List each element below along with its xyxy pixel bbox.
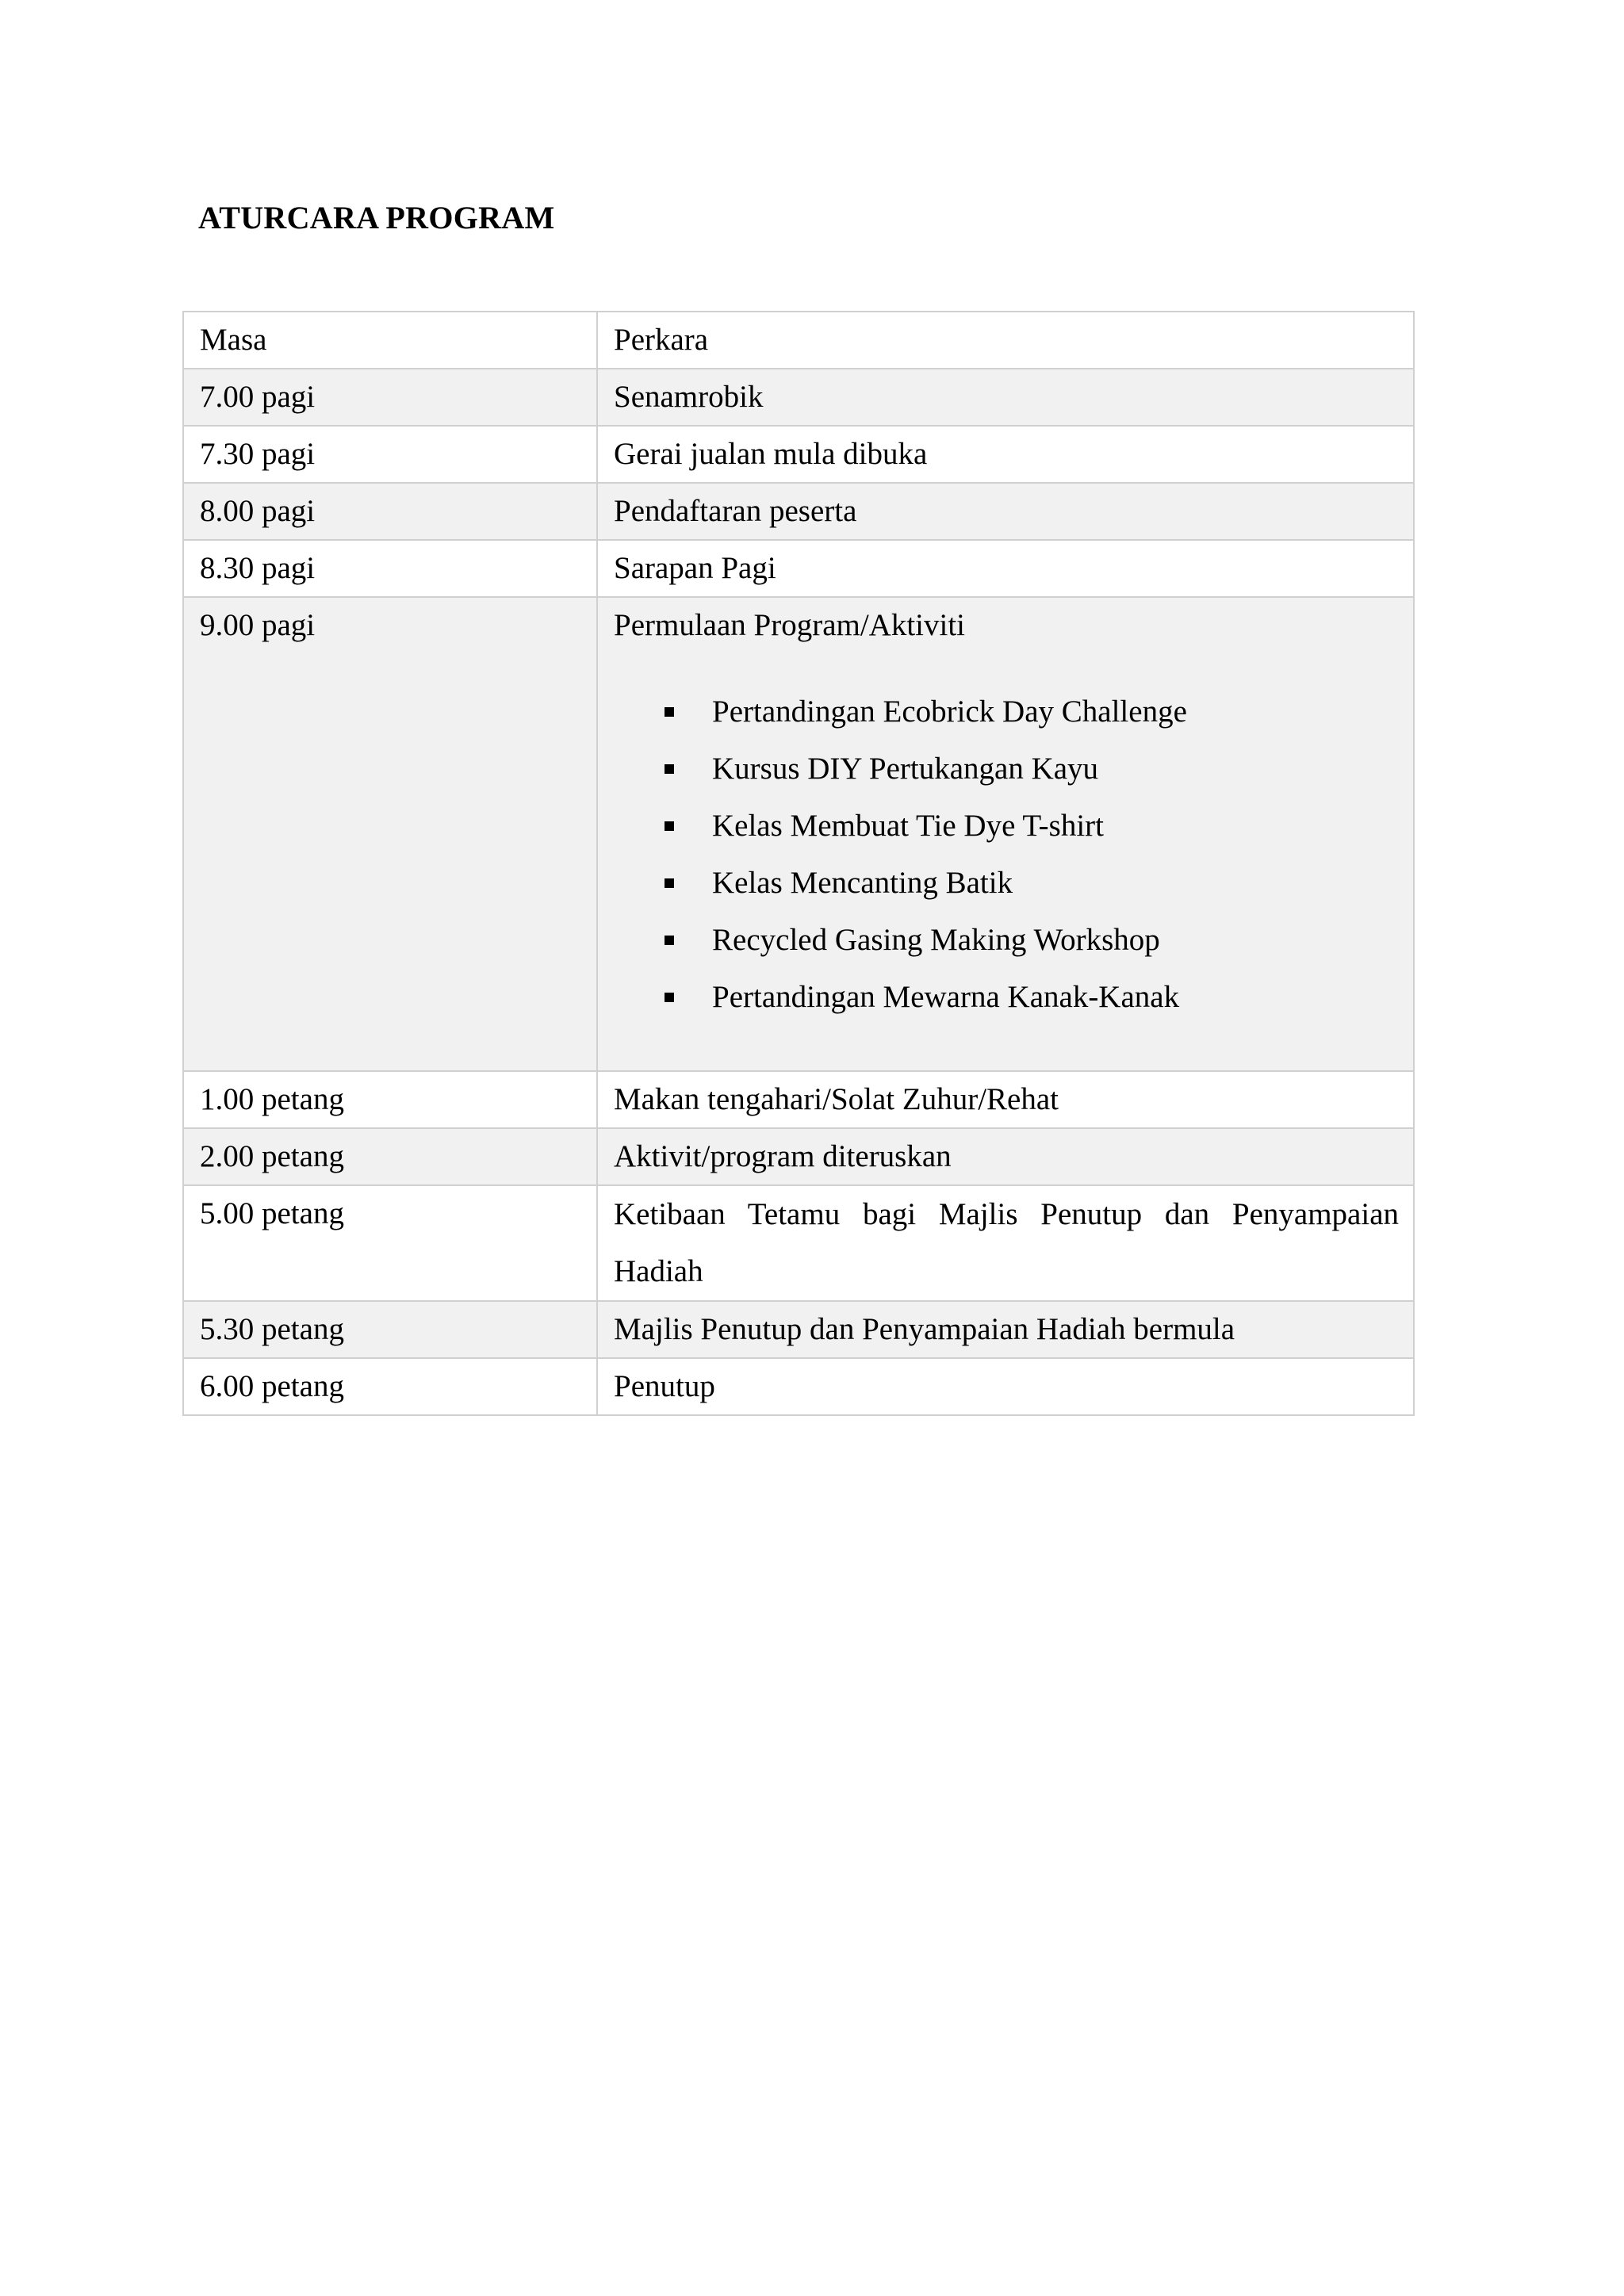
masa-cell: 5.30 petang bbox=[183, 1301, 597, 1358]
square-bullet-icon bbox=[665, 707, 674, 717]
square-bullet-icon bbox=[665, 764, 674, 774]
perkara-cell: Aktivit/program diteruskan bbox=[597, 1128, 1414, 1185]
table-row bbox=[183, 483, 1414, 540]
header-perkara: Perkara bbox=[597, 312, 1414, 369]
perkara-cell: Sarapan Pagi bbox=[597, 540, 1414, 597]
table-row bbox=[183, 1071, 1414, 1128]
perkara-cell: Makan tengahari/Solat Zuhur/Rehat bbox=[597, 1071, 1414, 1128]
table-row bbox=[183, 597, 1414, 1071]
activity-item bbox=[665, 798, 1399, 855]
activity-label: Pertandingan Ecobrick Day Challenge bbox=[712, 695, 1187, 729]
square-bullet-icon bbox=[665, 936, 674, 945]
masa-cell: 9.00 pagi bbox=[183, 597, 597, 1071]
table-row bbox=[183, 369, 1414, 426]
perkara-cell bbox=[597, 597, 1414, 1071]
square-bullet-icon bbox=[665, 821, 674, 831]
masa-cell: 7.00 pagi bbox=[183, 369, 597, 426]
table-row bbox=[183, 426, 1414, 483]
masa-cell: 1.00 petang bbox=[183, 1071, 597, 1128]
masa-cell: 2.00 petang bbox=[183, 1128, 597, 1185]
square-bullet-icon bbox=[665, 878, 674, 888]
masa-cell: 8.00 pagi bbox=[183, 483, 597, 540]
activity-label: Recycled Gasing Making Workshop bbox=[712, 923, 1160, 957]
activity-item bbox=[665, 969, 1399, 1026]
header-masa: Masa bbox=[183, 312, 597, 369]
table-row bbox=[183, 1301, 1414, 1358]
activity-label: Kursus DIY Pertukangan Kayu bbox=[712, 752, 1099, 786]
table-row bbox=[183, 540, 1414, 597]
schedule-table bbox=[182, 311, 1415, 1416]
perkara-cell: Gerai jualan mula dibuka bbox=[597, 426, 1414, 483]
activity-item bbox=[665, 912, 1399, 969]
perkara-cell: Penutup bbox=[597, 1358, 1414, 1415]
perkara-text: Permulaan Program/Aktiviti bbox=[614, 608, 966, 642]
perkara-cell: Senamrobik bbox=[597, 369, 1414, 426]
table-row bbox=[183, 1185, 1414, 1301]
masa-cell: 7.30 pagi bbox=[183, 426, 597, 483]
activity-item bbox=[665, 740, 1399, 798]
perkara-cell: Majlis Penutup dan Penyampaian Hadiah bermula bbox=[597, 1301, 1414, 1358]
activity-item bbox=[665, 683, 1399, 740]
table-row bbox=[183, 1128, 1414, 1185]
page-title: ATURCARA PROGRAM bbox=[198, 200, 555, 235]
activity-label: Pertandingan Mewarna Kanak-Kanak bbox=[712, 980, 1180, 1014]
masa-cell: 8.30 pagi bbox=[183, 540, 597, 597]
perkara-cell: Pendaftaran peserta bbox=[597, 483, 1414, 540]
activity-label: Kelas Membuat Tie Dye T-shirt bbox=[712, 809, 1104, 843]
masa-cell: 6.00 petang bbox=[183, 1358, 597, 1415]
activity-label: Kelas Mencanting Batik bbox=[712, 866, 1013, 900]
table-header-row bbox=[183, 312, 1414, 369]
masa-cell: 5.00 petang bbox=[183, 1185, 597, 1301]
table-row bbox=[183, 1358, 1414, 1415]
square-bullet-icon bbox=[665, 993, 674, 1002]
activity-item bbox=[665, 855, 1399, 912]
perkara-cell: Ketibaan Tetamu bagi Majlis Penutup dan Penyampaian Hadiah bbox=[597, 1185, 1414, 1301]
activity-list bbox=[614, 683, 1399, 1026]
